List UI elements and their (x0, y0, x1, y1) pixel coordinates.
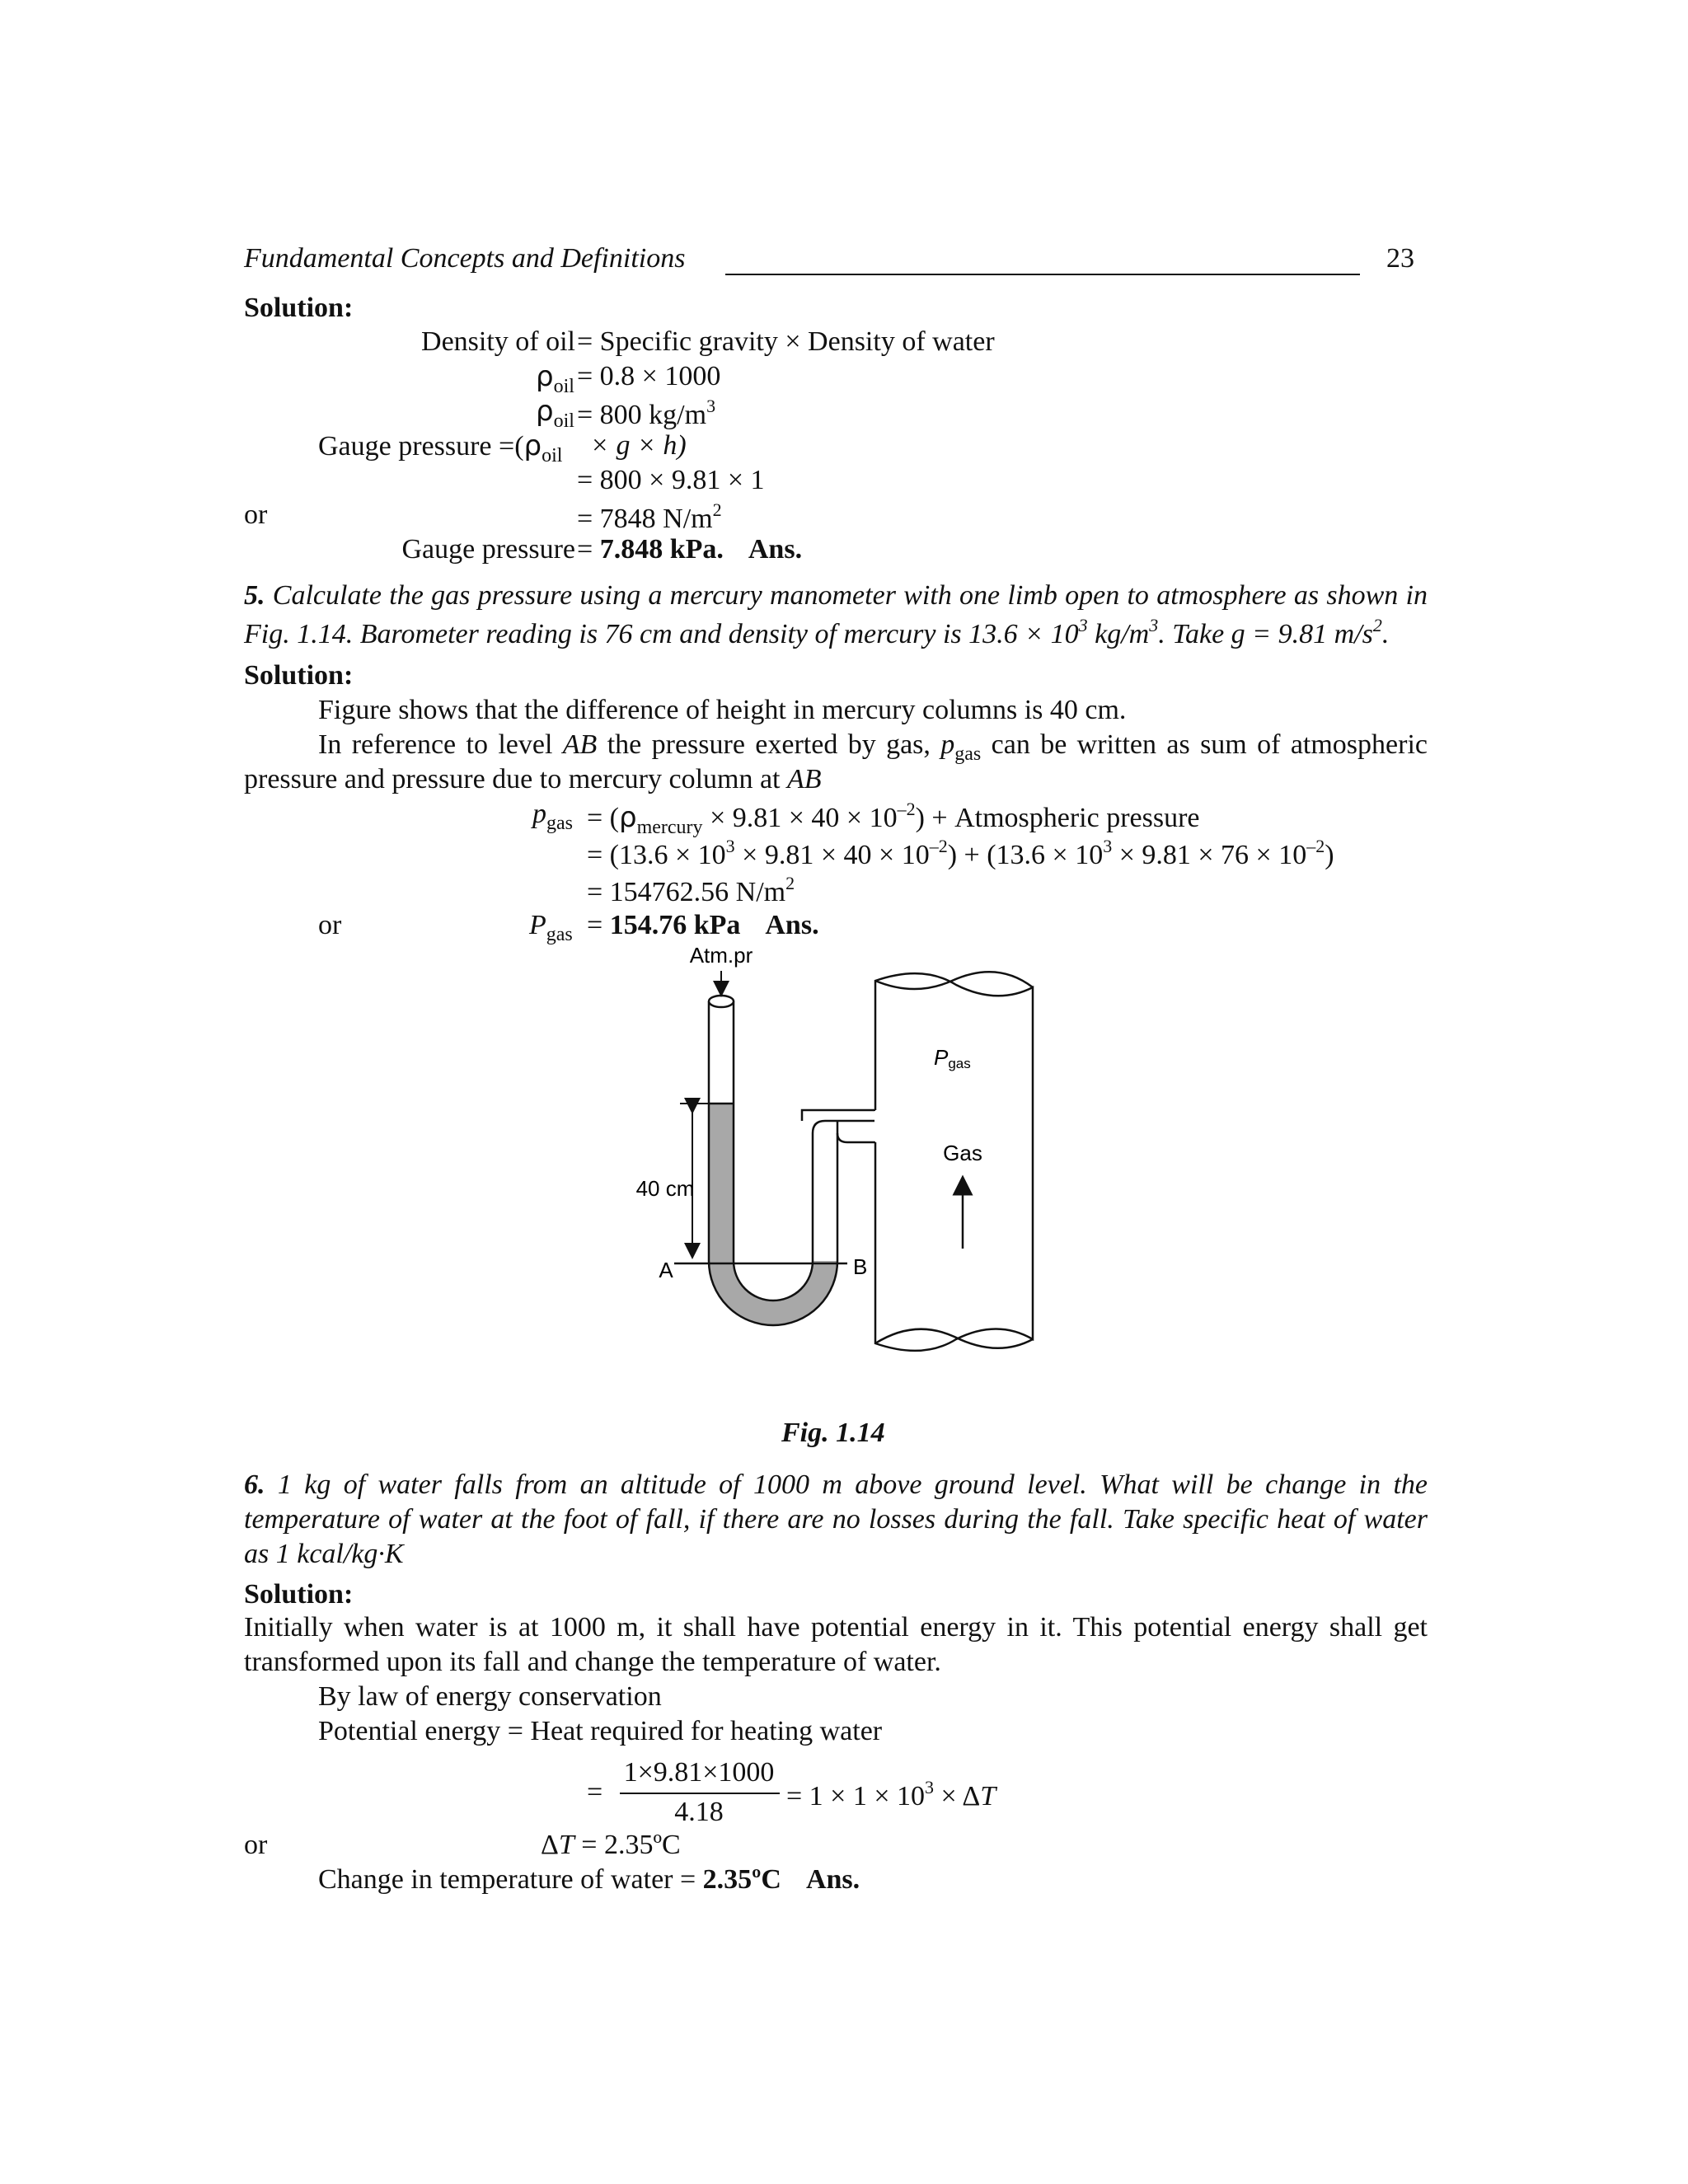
question-6-line2: temperature of water at the foot of fall, if there are no losses during the fall. Take specific heat of water (244, 1504, 1428, 1535)
mercury-column (721, 1104, 825, 1313)
answer-line: = 154.76 kPa Ans. (587, 910, 819, 940)
u-tube-inner (734, 1001, 813, 1301)
question-6-line1: 6. 1 kg of water falls from an altitude of 1000 m above ground level. What will be change in the (244, 1469, 1428, 1500)
solution-heading: Solution: (244, 1579, 354, 1610)
answer-line: Change in temperature of water = 2.35ºC Ans. (318, 1864, 860, 1895)
or-label: or (318, 910, 342, 940)
paragraph: transformed upon its fall and change the temperature of water. (244, 1647, 941, 1677)
or-label: or (244, 499, 268, 530)
question-5-line1: 5. Calculate the gas pressure using a mercury manometer with one limb open to atmosphere as shown in (244, 580, 1428, 611)
solution-heading: Solution: (244, 293, 354, 323)
manometer-figure (610, 948, 1071, 1418)
equation-right: × g × h) (590, 430, 687, 461)
gas-label: Gas (943, 1141, 982, 1165)
fraction-numerator: 1×9.81×1000 (623, 1757, 775, 1788)
fraction-bar (620, 1793, 780, 1794)
tube-elbow-upper (802, 1110, 875, 1121)
equation-right: = $(13.6 \times 10^3 \times 9.81 \times 40 \times 10^{-2}) + (13.6 \times 10^3 \times 9.81 \times 76 \times 10^{-2})$ (587, 836, 1334, 870)
vessel-port-cover (874, 1111, 878, 1141)
equation-right: = $1 \times 1 \times 10^3 \times \Delta T$ (786, 1777, 996, 1811)
tube-open-end (709, 996, 734, 1007)
fraction-equals: = (587, 1777, 603, 1807)
header-rule (725, 274, 1360, 275)
equation-line: ΔT = 2.35ºC (541, 1830, 681, 1860)
or-label: or (244, 1830, 268, 1860)
paragraph: By law of energy conservation (318, 1681, 662, 1712)
equation-left: $p_{gas}$ (532, 799, 573, 834)
p-gas-label: Pgas (934, 1045, 971, 1071)
figure-caption: Fig. 1.14 (781, 1418, 885, 1448)
equation-left: Gauge pressure (401, 534, 575, 565)
point-b-label: B (853, 1254, 868, 1279)
page-number: 23 (1386, 243, 1414, 274)
equation-left: $\rho_{oil}$ (536, 395, 574, 432)
question-6-line3: as 1 kcal/kg·K (244, 1539, 404, 1569)
paragraph: Figure shows that the difference of height in mercury columns is 40 cm. (318, 695, 1127, 725)
equation-right: = 0.8 × 1000 (577, 361, 721, 391)
equation-right: = Specific gravity × Density of water (577, 326, 995, 357)
equation-right: = 800 × 9.81 × 1 (577, 465, 765, 495)
connecting-tube-outer (813, 1121, 875, 1133)
running-header-title: Fundamental Concepts and Definitions (244, 243, 686, 274)
equation-right: = 7848 $N/m^2$ (577, 499, 722, 534)
question-5-line2: Fig. 1.14. Barometer reading is 76 cm and density of mercury is $13.6 \times 10^3$ $kg/m^3$. Take g = 9.81 $m/s^2$. (244, 615, 1390, 649)
height-label: 40 cm (635, 1176, 695, 1201)
equation-right: = 800 $kg/m^3$ (577, 396, 716, 430)
equation-left: Density of oil (421, 326, 575, 357)
fraction-denominator: 4.18 (674, 1797, 724, 1827)
atm-pr-label: Atm.pr (689, 948, 753, 968)
equation-right: = 154762.56 $N/m^2$ (587, 873, 795, 907)
answer-line: = 7.848 kPa. Ans. (577, 534, 803, 565)
equation-right: = $(\rho_{mercury} \times 9.81 \times 40 \times 10^{-2})$ + Atmospheric pressure (587, 799, 1200, 838)
point-a-label: A (659, 1258, 673, 1282)
paragraph: pressure and pressure due to mercury column at AB (244, 764, 822, 794)
equation-left: Gauge pressure $=(\rho_{oil}$ (318, 429, 563, 466)
equation-left: $\rho_{oil}$ (536, 360, 574, 397)
solution-heading: Solution: (244, 660, 354, 691)
equation-left: $P_{gas}$ (529, 910, 573, 945)
paragraph: In reference to level AB the pressure exerted by gas, $p_{gas}$ can be written as sum of atmospheric (318, 729, 1428, 765)
paragraph: Potential energy = Heat required for heating water (318, 1716, 883, 1746)
connecting-tube-inner (837, 1133, 875, 1142)
paragraph: Initially when water is at 1000 m, it shall have potential energy in it. This potential energy shall get (244, 1612, 1428, 1643)
